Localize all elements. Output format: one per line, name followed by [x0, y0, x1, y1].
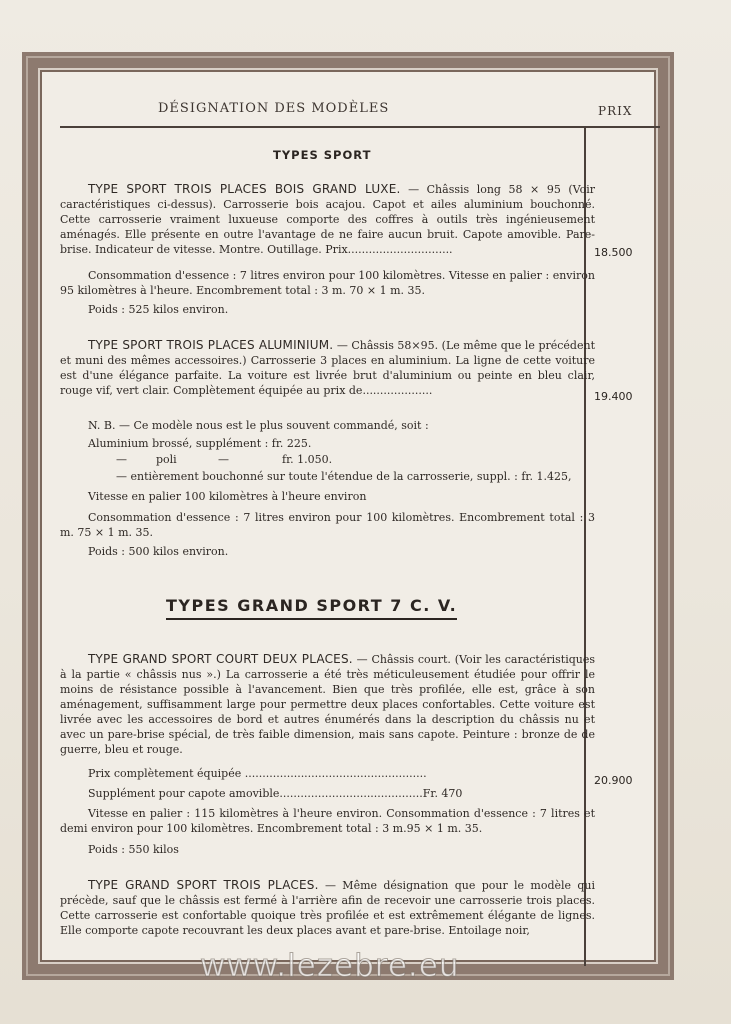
model2-speed: Vitesse en palier 100 kilomètres à l'heure environ: [88, 490, 367, 503]
model2-description: [60, 338, 595, 398]
model1-title: TYPE SPORT TROIS PLACES BOIS GRAND LUXE.: [88, 182, 401, 196]
model3-body: — Châssis court. (Voir les caractéristiques à la partie « châssis nus ».) La carrosserie a été très méticuleusement étudiée pour offrir le moins de résistance possible à l'avancement. Bien que très profilée, elle est, grâce à son aménagement, suffisamment large pour permettre deux places confortables. Cette voiture est livrée avec les accessoires de bord et autres énumérés dans la description du châssis nu et avec un pare-brise spécial, de très faible dimension, mais sans capote. Peinture : bronze de de guerre, bleu et rouge.: [60, 653, 596, 756]
section-title-types-sport: TYPES SPORT: [273, 148, 372, 162]
model1-price: 18.500: [594, 246, 633, 259]
prix-header: PRIX: [598, 104, 633, 118]
model3-hood-supplement: Supplément pour capote amovible.........................................Fr. 470: [88, 787, 463, 800]
model4-body: — Même désignation que pour le modèle qui précède, sauf que le châssis est fermé à l'arrière afin de recevoir une carrosserie trois places. Cette carrosserie est confortable quoique très profilée et est extrêmement élégante de lignes. Elle comporte capote recouvrant les deux places avant et pare-brise. Entoilage noir,: [60, 879, 596, 937]
model3-speed-consumption: Vitesse en palier : 115 kilomètres à l'heure environ. Consommation d'essence : 7 litres et demi environ pour 100 kilomètres. Encombrement total : 3 m.95 × 1 m. 35.: [60, 807, 595, 835]
watermark: www.lezebre.eu: [200, 948, 460, 984]
model3-price-line: Prix complètement équipée ....................................................: [88, 767, 427, 780]
model2-option-polished-price: fr. 1.050.: [282, 453, 333, 466]
model2-weight: Poids : 500 kilos environ.: [88, 545, 229, 558]
model1-consumption: Consommation d'essence : 7 litres environ pour 100 kilomètres. Vitesse en palier : environ 95 kilomètres à l'heure. Encombrement total : 3 m. 70 × 1 m. 35.: [60, 269, 595, 297]
model2-nb: N. B. — Ce modèle nous est le plus souvent commandé, soit :: [88, 419, 429, 432]
designation-header: DÉSIGNATION DES MODÈLES: [158, 101, 390, 116]
model1-body: — Châssis long 58 × 95 (Voir caractéristiques ci-dessus). Carrosserie bois acajou. Capot et ailes aluminium bouchonné. Cette carrosserie vraiment luxueuse comporte des coffres à outils très ingénieusement aménagés. Elle présente en outre l'avantage de ne faire aucun bruit. Capote amovible. Pare-brise. Indicateur de vitesse. Montre. Outillage. Prix..............................: [60, 183, 595, 256]
model2-title: TYPE SPORT TROIS PLACES ALUMINIUM.: [88, 338, 334, 352]
model2-option-polished: poli: [156, 453, 177, 466]
model2-option-brushed: Aluminium brossé, supplément : fr. 225.: [88, 437, 312, 450]
model1-description: [60, 182, 595, 257]
model4-title: TYPE GRAND SPORT TROIS PLACES.: [88, 878, 319, 892]
model1-weight: Poids : 525 kilos environ.: [88, 303, 229, 316]
model3-title: TYPE GRAND SPORT COURT DEUX PLACES.: [88, 652, 353, 666]
model2-price: 19.400: [594, 390, 633, 403]
model2-body: — Châssis 58×95. (Le même que le précédent et muni des mêmes accessoires.) Carrosserie 3 places en aluminium. La ligne de cette voiture est d'une élégance parfaite. La voiture est livrée brut d'aluminium ou peinte en bleu clair, rouge vif, vert clair. Complètement équipée au prix de....................: [60, 339, 595, 397]
model3-description: [60, 652, 595, 757]
model4-description: [60, 878, 595, 938]
model3-price: 20.900: [594, 774, 633, 787]
model2-consumption: Consommation d'essence : 7 litres environ pour 100 kilomètres. Encombrement total : 3 m. 75 × 1 m. 35.: [60, 511, 595, 539]
catalog-page: [38, 68, 660, 968]
section-title-grand-sport: TYPES GRAND SPORT 7 C. V.: [166, 596, 457, 620]
model2-option-dash-2: —: [218, 453, 229, 466]
model2-option-bouchonne: — entièrement bouchonné sur toute l'étendue de la carrosserie, suppl. : fr. 1.425,: [116, 470, 572, 483]
model3-weight: Poids : 550 kilos: [88, 843, 179, 856]
model2-option-dash-1: —: [116, 453, 127, 466]
header-rule: [60, 126, 660, 128]
